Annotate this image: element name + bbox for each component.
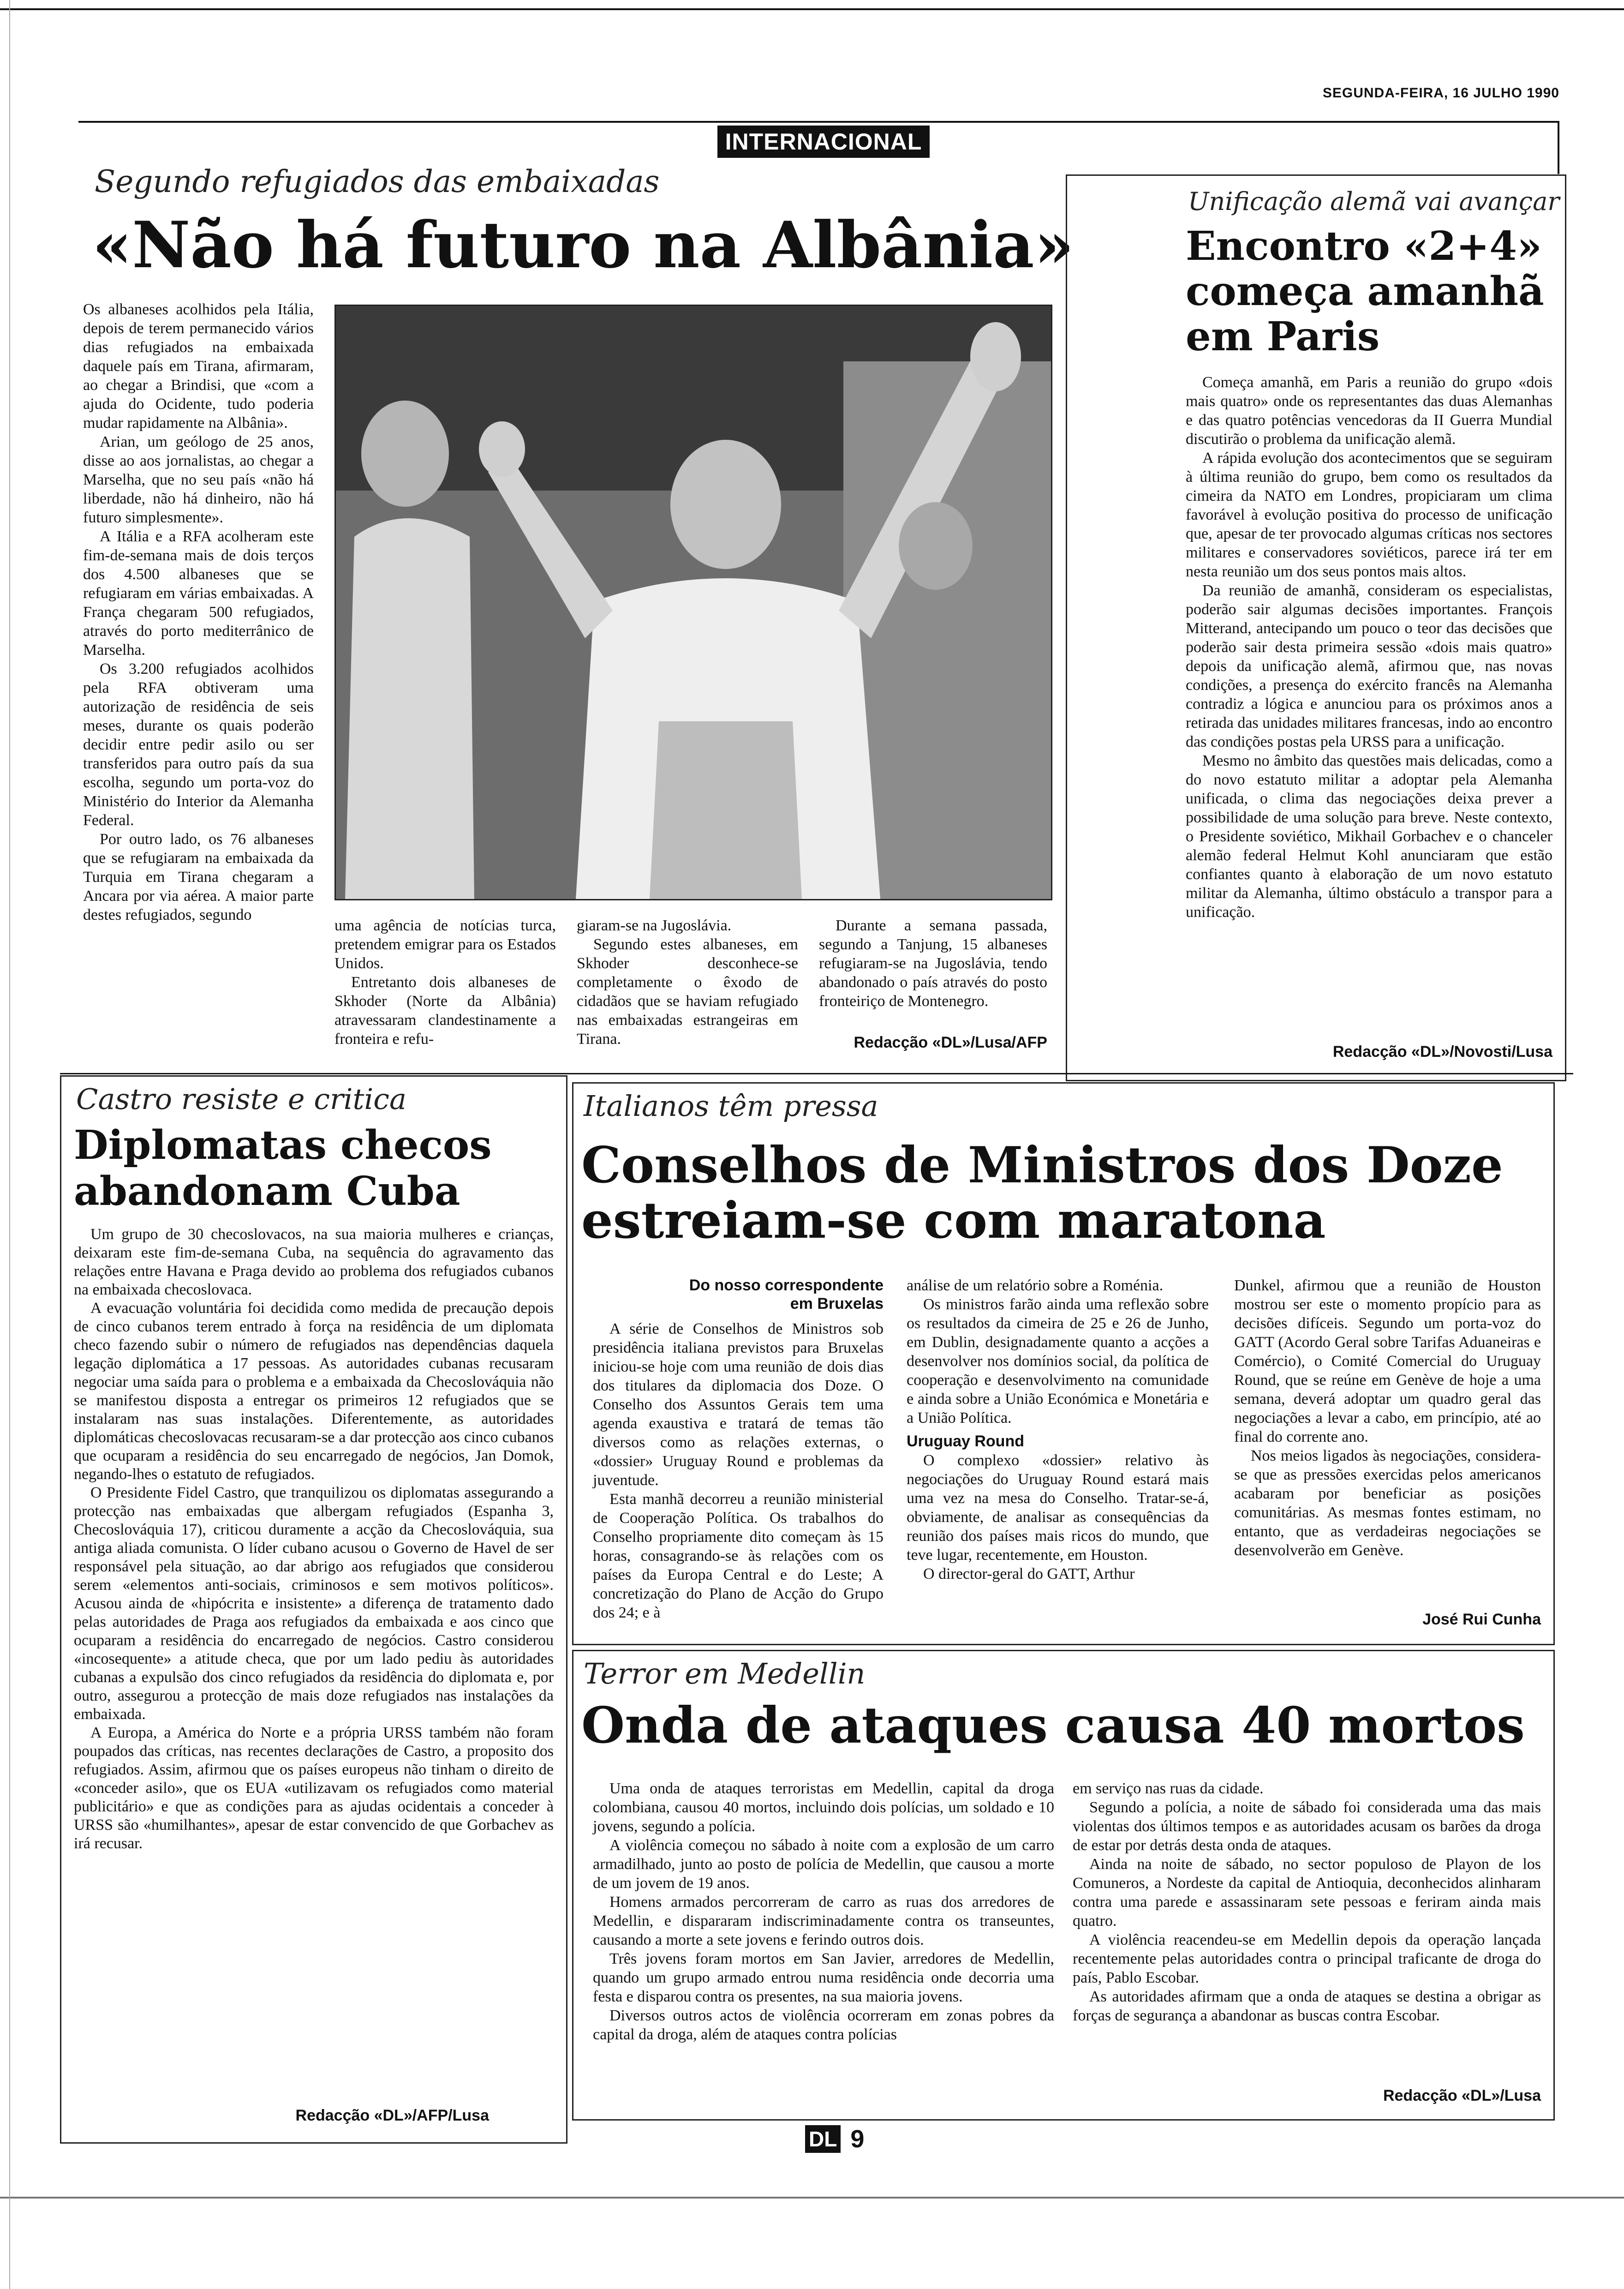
correspondent-byline (593, 1276, 884, 1313)
paragraph: em serviço nas ruas da cidade. (1073, 1780, 1264, 1797)
headline-line: Encontro «2+4» (1186, 223, 1542, 270)
paragraph: análise de um relatório sobre a Roménia. (907, 1277, 1164, 1294)
paragraph: As autoridades afirmam que a onda de ataques se destina a obrigar as forças de segurança a abandonar as buscas contra Escobar. (1073, 1988, 1541, 2024)
albania-signature: Redacção «DL»/Lusa/AFP (854, 1034, 1047, 1051)
paragraph: Os albaneses acolhidos pela Itália, depois de terem permanecido vários dias refugiados na embaixada daquele país em Tirana, afirmaram, ao chegar a Brindisi, que «com a ajuda do Ocidente, tudo poderia mudar rapidamente na Albânia». (83, 301, 314, 431)
paragraph: O Presidente Fidel Castro, que tranquilizou os diplomatas assegurando a protecção nas embaixadas que albergam refugiados (Espanha 3, Checoslováquia 17), criticou duramente a acção da Checoslováquia, sua antiga aliada comunista. O líder cubano acusou o Governo de Havel de ser responsável pela situação, ao dar abrigo aos refugiados que considerou serem «elementos anti-sociais, criminosos e sem motivos políticos». Acusou ainda de «hipócrita e insistente» a diferença de tratamento dado pelas autoridades de Praga aos refugiados da embaixada e aos cinco que ocuparam a residência do encarregado de negócios. Castro considerou «incosequente» a atitude checa, que por um lado pediu às autoridades cubanas a expulsão dos cinco refugiados da residência do diplomata e, por outro, assegurou a protecção de mais doze refugiados nas instalações da embaixada. (74, 1484, 554, 1723)
paragraph: Por outro lado, os 76 albaneses que se refugiaram na embaixada da Turquia em Tirana chegaram a Ancara por via aérea. A maior parte destes refugiados, segundo (83, 831, 314, 923)
albania-column-3 (577, 916, 798, 1049)
paragraph: Da reunião de amanhã, consideram os especialistas, poderão sair algumas decisões importantes. François Mitterand, antecipando um pouco o teor das decisões que poderão sair desta primeira sessão «dois mais quatro» depois da unificação alemã, afirmou que, nas novas condições, a presença do exército francês na Alemanha contradiz a lógica e anunciou para os próximos anos a retirada das unidades militares francesas, indo ao encontro das condições postas pela URSS para a unificação. (1186, 582, 1552, 750)
refugee-photo (334, 305, 1052, 900)
headline-line: estreiam-se com maratona (581, 1192, 1326, 1250)
subhead-uruguay-round: Uruguay Round (907, 1432, 1024, 1450)
albania-column-2 (334, 916, 556, 1049)
ministers-signature: José Rui Cunha (1422, 1611, 1541, 1628)
medellin-column-1 (593, 1779, 1054, 2044)
headline-line: Conselhos de Ministros dos Doze (581, 1136, 1503, 1194)
paragraph: A violência começou no sábado à noite com a explosão de um carro armadilhado, junto ao posto de polícia de Medellin, que causou a morte de um jovem de 19 anos. (593, 1837, 1054, 1892)
section-label: INTERNACIONAL (717, 126, 930, 158)
albania-headline: «Não há futuro na Albânia» (92, 207, 1074, 282)
folio (805, 2123, 864, 2153)
ministers-column-3 (1234, 1276, 1541, 1560)
paragraph: Os 3.200 refugiados acolhidos pela RFA obtiveram uma autorização de residência de seis meses, durante os quais poderão decidir entre pedir asilo ou ser transferidos para outro país da sua escolha, segundo um porta-voz do Ministério do Interior da Alemanha Federal. (83, 660, 314, 829)
paragraph: Mesmo no âmbito das questões mais delicadas, como a do novo estatuto militar a adoptar pela Alemanha unificada, o clima das negociações deixa prever a possibilidade de uma solução para breve. Neste contexto, o Presidente soviético, Mikhail Gorbachev e o chanceler alemão federal Helmut Kohl anunciaram que estão confiantes quanto à elaboração de um novo estatuto militar da Alemanha, último obstáculo a transpor para a unificação. (1186, 752, 1552, 921)
cuba-kicker: Castro resiste e critica (76, 1082, 406, 1116)
paragraph: uma agência de notícias turca, pretendem emigrar para os Estados Unidos. (334, 917, 556, 972)
paragraph: Os ministros farão ainda uma reflexão sobre os resultados da cimeira de 25 e 26 de Junho, em Dublin, designadamente quanto a acções a desenvolver nos domínios social, da política de cooperação e desenvolvimento na comunidade e ainda sobre a União Económica e Monetária e a União Política. (907, 1296, 1209, 1426)
germany-kicker: Unificação alemã vai avançar (1188, 187, 1560, 216)
paragraph: Arian, um geólogo de 25 anos, disse ao aos jornalistas, ao chegar a Marselha, que no seu país «não há liberdade, não há dinheiro, não há futuro simplesmente». (83, 433, 314, 526)
headline-line: em Paris (1186, 313, 1380, 360)
paragraph: Durante a semana passada, segundo a Tanjung, 15 albaneses refugiaram-se na Jugoslávia, tendo abandonado o país através do posto fronteiriço de Montenegro. (819, 917, 1047, 1010)
albania-column-4 (819, 916, 1047, 1011)
paragraph: Segundo estes albaneses, em Skhoder desconhece-se completamente o êxodo de cidadãos que se haviam refugiado nas embaixadas estrangeiras em Tirana. (577, 936, 798, 1048)
germany-signature: Redacção «DL»/Novosti/Lusa (1332, 1043, 1552, 1061)
mid-rule (60, 1073, 1573, 1074)
paragraph: Diversos outros actos de violência ocorreram em zonas pobres da capital da droga, além de ataques contra polícias (593, 2007, 1054, 2043)
medellin-column-2 (1073, 1779, 1541, 2025)
germany-text (1186, 373, 1552, 922)
paragraph: A série de Conselhos de Ministros sob presidência italiana previstos para Bruxelas iniciou-se hoje com uma reunião de dois dias dos titulares da diplomacia dos Doze. O Conselho dos Assuntos Gerais tem uma agenda exaustiva e tratará de temas tão diversos como as relações externas, o «dossier» Uruguay Round e problemas da juventude. (593, 1320, 884, 1489)
page-number: 9 (850, 2125, 865, 2153)
byline-line: em Bruxelas (790, 1295, 884, 1312)
top-rule (0, 8, 1624, 10)
medellin-headline: Onda de ataques causa 40 mortos (581, 1696, 1525, 1755)
paragraph: Começa amanhã, em Paris a reunião do grupo «dois mais quatro» onde os representantes das duas Alemanhas e das quatro potências vencedoras da II Guerra Mundial discutirão o problema da unificação alemã. (1186, 374, 1552, 448)
paragraph: Entretanto dois albaneses de Skhoder (Norte da Albânia) atravessaram clandestinamente a fronteira e refu- (334, 974, 556, 1048)
section-rule-right (1558, 121, 1559, 174)
ministers-column-1 (593, 1276, 884, 1622)
paragraph: Um grupo de 30 checoslovacos, na sua maioria mulheres e crianças, deixaram este fim-de-semana Cuba, na sequência do agravamento das relações entre Havana e Praga devido ao problema dos refugiados cubanos na embaixada checoslovaca. (74, 1226, 554, 1298)
medellin-kicker: Terror em Medellin (584, 1657, 866, 1690)
paragraph: A Itália e a RFA acolheram este fim-de-semana mais de dois terços dos 4.500 albaneses que se refugiaram em várias embaixadas. A França chegaram 500 refugiados, através do porto mediterrânico de Marselha. (83, 528, 314, 659)
albania-kicker: Segundo refugiados das embaixadas (95, 164, 660, 199)
cuba-text (74, 1225, 554, 1853)
medellin-signature: Redacção «DL»/Lusa (1383, 2087, 1541, 2104)
paragraph: Ainda na noite de sábado, no sector populoso de Playon de los Comuneros, a Nordeste da capital de Antioquia, deconhecidos alinharam contra uma parede e assassinaram sete pessoas e feriram ainda mais quatro. (1073, 1856, 1541, 1929)
paragraph: Esta manhã decorreu a reunião ministerial de Cooperação Política. Os trabalhos do Conselho propriamente dito começam às 15 horas, consagrando-se às relações com os países da Europa Central e do Leste; A concretização do Plano de Acção do Grupo dos 24; e à (593, 1491, 884, 1621)
paragraph: Uma onda de ataques terroristas em Medellin, capital da droga colombiana, causou 40 mortos, incluindo dois polícias, um soldado e 10 jovens, segundo a polícia. (593, 1780, 1054, 1835)
left-edge-rule (9, 0, 10, 2289)
headline-line: começa amanhã (1186, 268, 1544, 315)
paragraph: Dunkel, afirmou que a reunião de Houston mostrou ser este o momento propício para as decisões difíceis. Segundo um porta-voz do GATT (Acordo Geral sobre Tarifas Aduaneiras e Comércio), o Comité Comercial do Uruguay Round, que se reúne em Genève de hoje a uma semana, deverá adoptar um quadro geral das negociações a levar a cabo, em princípio, até ao final do corrente ano. (1234, 1277, 1541, 1445)
paragraph: Três jovens foram mortos em San Javier, arredores de Medellin, quando um grupo armado entrou numa residência onde decorria uma festa e disparou contra os presentes, na sua maioria jovens. (593, 1950, 1054, 2005)
dl-logo: DL (805, 2125, 841, 2153)
paragraph: Segundo a polícia, a noite de sábado foi considerada uma das mais violentas dos últimos tempos e as autoridades acusam os barões da droga de estar por detrás desta onda de ataques. (1073, 1799, 1541, 1854)
byline-line: Do nosso correspondente (689, 1276, 884, 1294)
germany-headline (1186, 224, 1544, 360)
ministers-kicker: Italianos têm pressa (584, 1089, 878, 1123)
paragraph: A violência reacendeu-se em Medellin depois da operação lançada recentemente pelas autoridades contra o principal traficante de droga do país, Pablo Escobar. (1073, 1931, 1541, 1986)
cuba-headline (74, 1122, 492, 1215)
paragraph: Homens armados percorreram de carro as ruas dos arredores de Medellin, e dispararam indiscriminadamente contra os transeuntes, causando a morte a sete jovens e ferindo outros dois. (593, 1894, 1054, 1948)
paragraph: A rápida evolução dos acontecimentos que se seguiram à última reunião do grupo, bem como os resultados da cimeira da NATO em Londres, propiciaram um clima favorável à evolução positiva do processo de unificação que, apesar de ter provocado algumas críticas nos sectores militares e conservadores soviéticos, parece irá ter em nesta reunião um dos seus pontos mais altos. (1186, 449, 1552, 580)
headline-line: abandonam Cuba (74, 1168, 460, 1215)
paragraph: giaram-se na Jugoslávia. (577, 917, 732, 934)
albania-column-1 (83, 300, 314, 924)
paragraph: Nos meios ligados às negociações, considera-se que as pressões exercidas pelos americanos acabaram por beneficiar as posições comunitárias. As mesmas fontes estimam, no entanto, que as verdadeiras negociações se desenvolverão em Genève. (1234, 1447, 1541, 1559)
bottom-rule (0, 2197, 1624, 2199)
paragraph: O complexo «dossier» relativo às negociações do Uruguay Round estará mais uma vez na mesa do Conselho. Tratar-se-á, obviamente, de analisar as consequências da reunião dos países mais ricos do mundo, que teve lugar, recentemente, em Houston. (907, 1452, 1209, 1564)
photo-illustration (336, 306, 1051, 899)
paragraph: A evacuação voluntária foi decidida como medida de precaução depois de cinco cubanos terem entrado à força na residência de um diplomata checo fazendo subir o número de refugiados nas dependências daquela legação diplomática a 17 pessoas. As autoridades cubanas recusaram negociar uma saída para o problema e a embaixada da Checoslováquia não se manifestou disposta a entregar os primeiros 12 refugiados que se instalaram nas suas instalações. Diferentemente, as autoridades diplomáticas checoslovacas recusaram-se a dar protecção aos cinco cubanos que ocuparam a residência do seu encarregado de negócios, Jan Domok, negando-lhes o estatuto de refugiados. (74, 1300, 554, 1483)
paragraph: A Europa, a América do Norte e a própria URSS também não foram poupados das críticas, nas recentes declarações de Castro, a proposito dos refugiados. Assim, afirmou que os países europeus não tinham o direito de «conceder asilo», que os EUA «utilizavam os refugiados como material publicitário» e que as condições para as ajudas ocidentais a conceder à URSS são «humilhantes», apesar de estar convencido de que Gorbachev as irá recusar. (74, 1724, 554, 1852)
paragraph: O director-geral do GATT, Arthur (923, 1565, 1135, 1582)
cuba-signature: Redacção «DL»/AFP/Lusa (295, 2107, 489, 2124)
ministers-headline (581, 1138, 1503, 1248)
dateline: SEGUNDA-FEIRA, 16 JULHO 1990 (1322, 85, 1559, 101)
headline-line: Diplomatas checos (74, 1122, 492, 1168)
ministers-column-2 (907, 1276, 1209, 1583)
section-rule (78, 121, 1559, 123)
